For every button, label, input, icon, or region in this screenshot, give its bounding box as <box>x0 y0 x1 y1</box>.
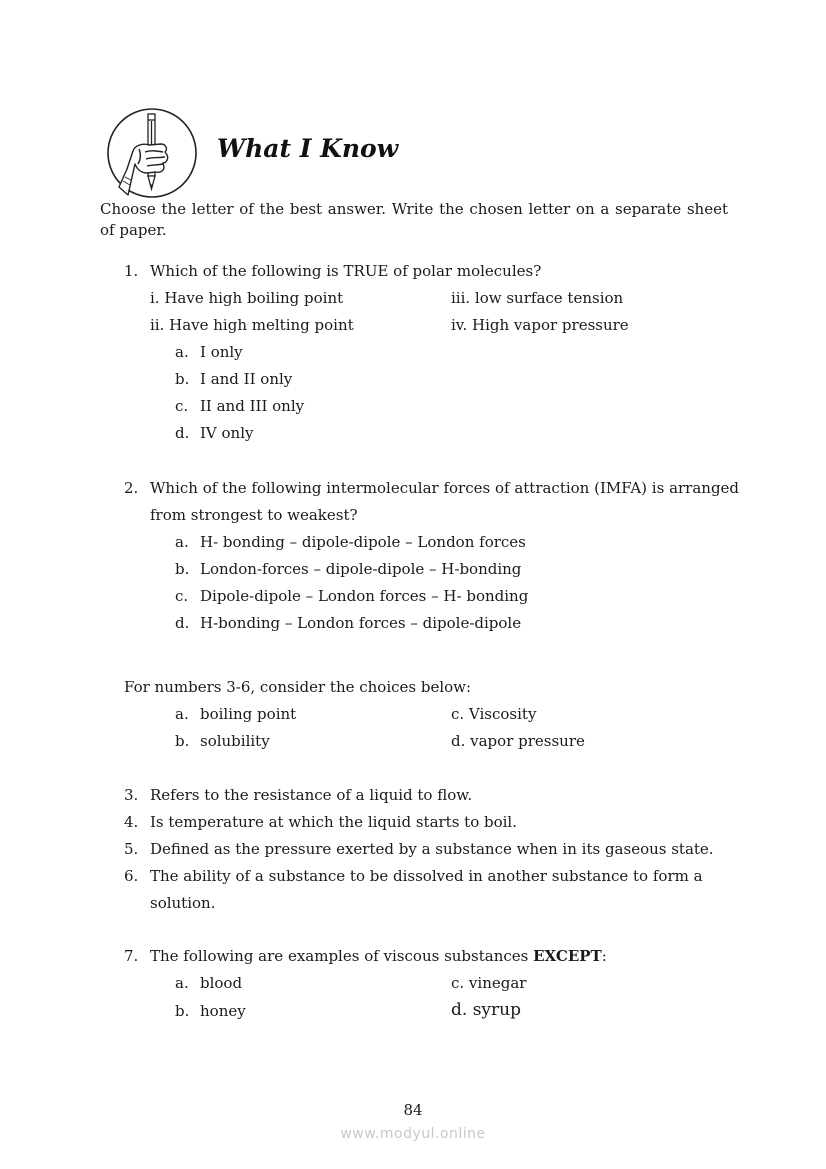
item-number: 3. <box>124 786 139 804</box>
q7-number: 7. <box>124 947 139 965</box>
q1-statement-ii: ii. Have high melting point <box>150 316 354 334</box>
group-choice-text: boiling point <box>200 705 297 723</box>
hand-pencil-icon <box>105 107 199 199</box>
item-text: Defined as the pressure exerted by a substance when in its gaseous state. <box>150 840 714 858</box>
q2-option-text: H-bonding – London forces – dipole-dipole <box>200 614 522 632</box>
q1-statement-i: i. Have high boiling point <box>150 289 344 307</box>
q1-text: Which of the following is TRUE of polar molecules? <box>150 262 542 280</box>
group-choice-letter: b. <box>175 732 190 750</box>
q2-option-letter: a. <box>175 533 189 551</box>
section-title: What I Know <box>217 134 399 163</box>
q2-option-letter: d. <box>175 614 190 632</box>
group-choice: c. Viscosity <box>451 705 537 723</box>
q7-option-letter: b. <box>175 1002 190 1020</box>
q2-number: 2. <box>124 479 139 497</box>
q1-option-letter: a. <box>175 343 189 361</box>
group-intro: For numbers 3-6, consider the choices below: <box>124 678 472 696</box>
q7-text-after: : <box>601 947 607 965</box>
q7-emphasis: EXCEPT <box>533 947 602 965</box>
item-text: The ability of a substance to be dissolved in another substance to form a <box>150 867 703 885</box>
q7-option-text: blood <box>200 974 243 992</box>
instructions: Choose the letter of the best answer. Write the chosen letter on a separate sheet of paper. <box>100 200 728 239</box>
q1-option-text: I and II only <box>200 370 293 388</box>
q2-option-text: H- bonding – dipole-dipole – London forces <box>200 533 526 551</box>
group-choice-letter: a. <box>175 705 189 723</box>
group-choice-text: solubility <box>200 732 270 750</box>
item-text: Is temperature at which the liquid starts to boil. <box>150 813 517 831</box>
page-number: 84 <box>403 1101 423 1119</box>
q1-option-text: IV only <box>200 424 254 442</box>
q2-option-letter: c. <box>175 587 189 605</box>
item-number: 6. <box>124 867 139 885</box>
q1-statement-iii: iii. low surface tension <box>451 289 624 307</box>
q7-text <box>150 947 607 965</box>
q7-option-letter: a. <box>175 974 189 992</box>
q2-text-line2: from strongest to weakest? <box>150 506 358 524</box>
q2-text-line1: Which of the following intermolecular forces of attraction (IMFA) is arranged <box>150 479 740 497</box>
q1-option-text: I only <box>200 343 243 361</box>
q1-option-letter: d. <box>175 424 190 442</box>
q1-statement-iv: iv. High vapor pressure <box>451 316 629 334</box>
q1-number: 1. <box>124 262 139 280</box>
item-text: Refers to the resistance of a liquid to flow. <box>150 786 473 804</box>
q2-option-text: London-forces – dipole-dipole – H-bonding <box>200 560 522 578</box>
watermark: www.modyul.online <box>340 1126 486 1142</box>
item-number: 5. <box>124 840 139 858</box>
q7-option: d. syrup <box>451 1000 521 1020</box>
q2-option-text: Dipole-dipole – London forces – H- bonding <box>200 587 529 605</box>
item-number: 4. <box>124 813 139 831</box>
q1-option-text: II and III only <box>200 397 305 415</box>
q7-text-before: The following are examples of viscous substances <box>150 947 534 965</box>
q7-option-text: honey <box>200 1002 246 1020</box>
q1-option-letter: b. <box>175 370 190 388</box>
item-text-continued: solution. <box>150 894 216 912</box>
q1-option-letter: c. <box>175 397 189 415</box>
q2-option-letter: b. <box>175 560 190 578</box>
q7-option: c. vinegar <box>451 974 527 992</box>
group-choice: d. vapor pressure <box>451 732 585 750</box>
